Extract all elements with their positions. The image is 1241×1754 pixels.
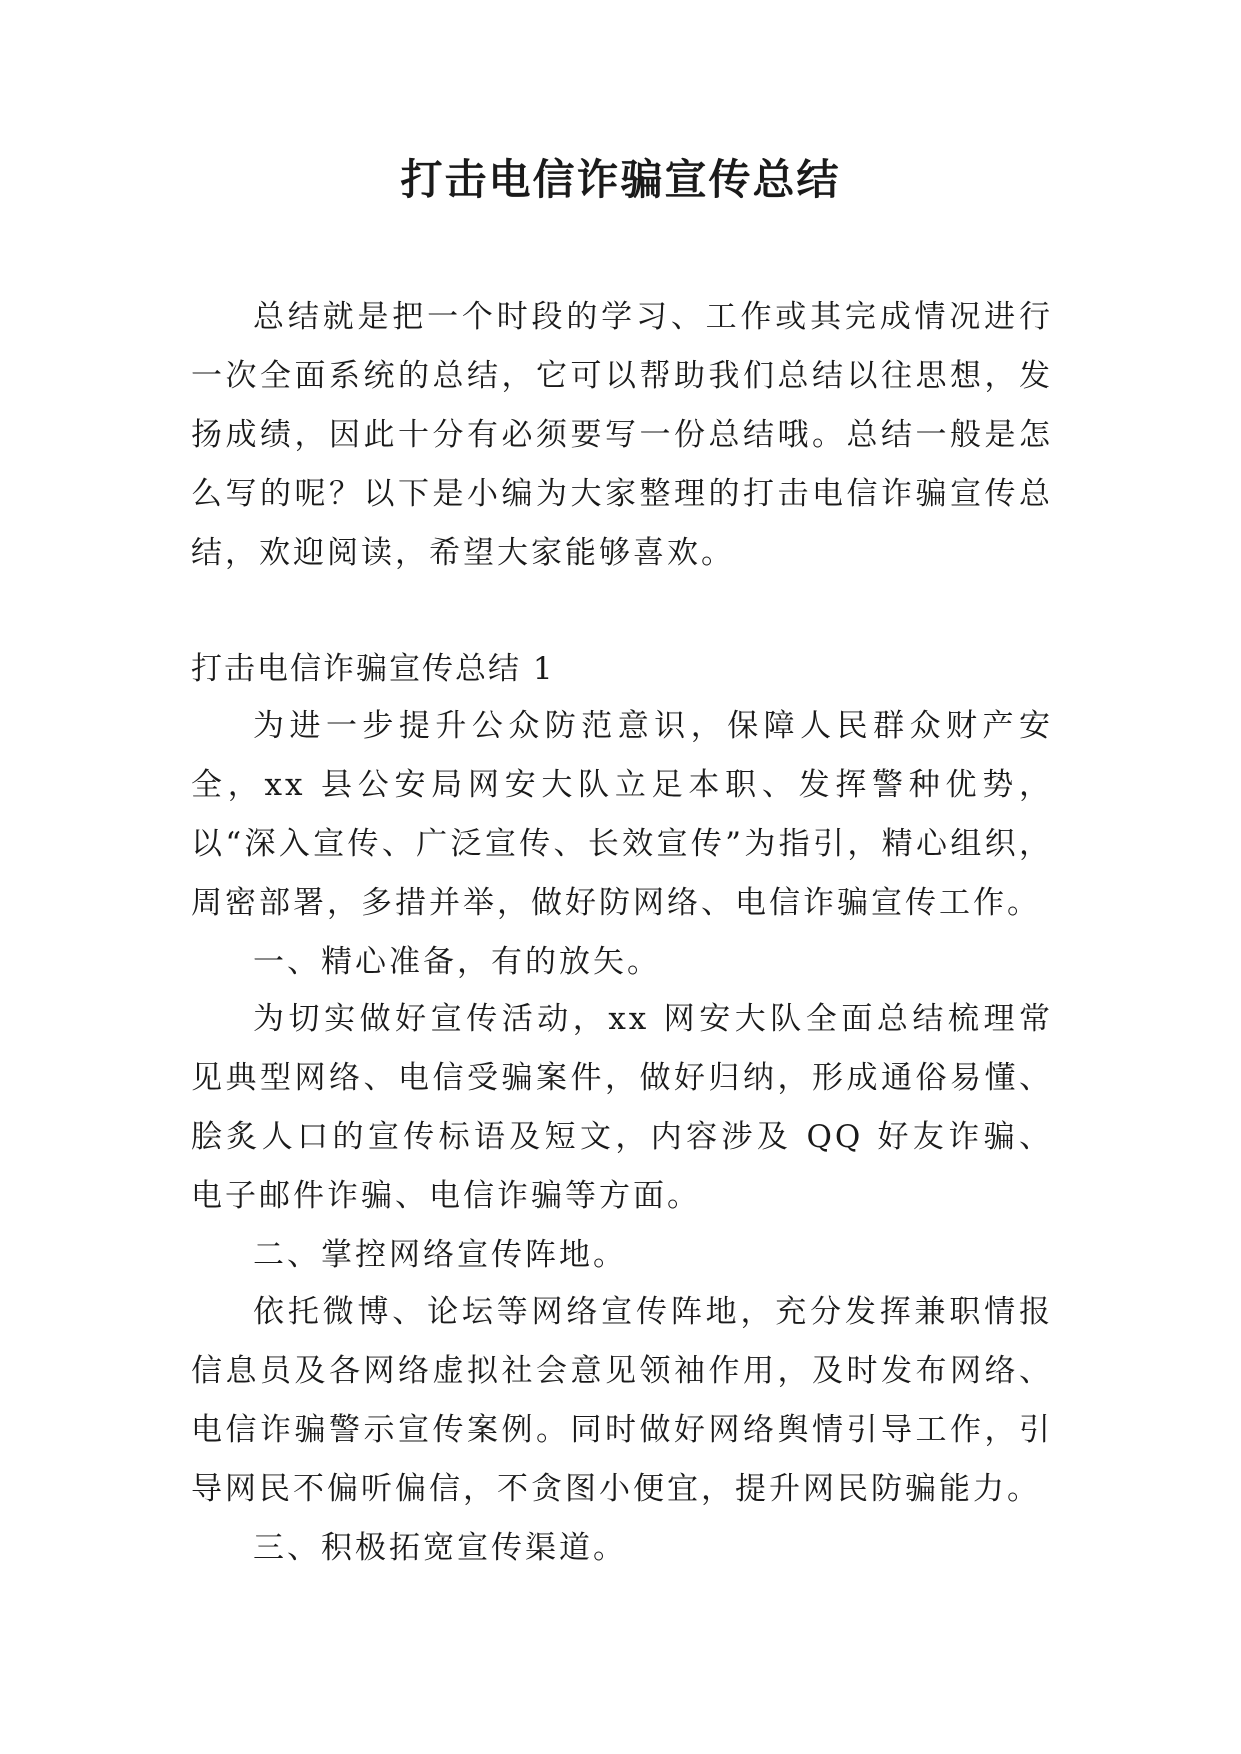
subheading-3: 三、积极拓宽宣传渠道。 xyxy=(253,1530,627,1566)
paragraph-1: 为进一步提升公众防范意识，保障人民群众财产安全，xx 县公安局网安大队立足本职、发挥警种优势，以“深入宣传、广泛宣传、长效宣传”为指引，精心组织，周密部署，多措并举，做好防网络、电信诈骗宣传工作。 xyxy=(191,708,1053,921)
section-heading: 打击电信诈骗宣传总结 1 xyxy=(191,651,555,687)
intro-paragraph: 总结就是把一个时段的学习、工作或其完成情况进行一次全面系统的总结，它可以帮助我们总结以往思想，发扬成绩，因此十分有必须要写一份总结哦。总结一般是怎么写的呢？以下是小编为大家整理的打击电信诈骗宣传总结，欢迎阅读，希望大家能够喜欢。 xyxy=(191,299,1053,571)
subheading-1: 一、精心准备，有的放矢。 xyxy=(253,944,661,980)
paragraph-2: 为切实做好宣传活动，xx 网安大队全面总结梳理常见典型网络、电信受骗案件，做好归纳，形成通俗易懂、脍炙人口的宣传标语及短文，内容涉及 QQ 好友诈骗、电子邮件诈骗、电信诈骗等方面。 xyxy=(191,1001,1053,1214)
document-title: 打击电信诈骗宣传总结 xyxy=(400,155,841,204)
subheading-2: 二、掌控网络宣传阵地。 xyxy=(253,1237,627,1273)
paragraph-3: 依托微博、论坛等网络宣传阵地，充分发挥兼职情报信息员及各网络虚拟社会意见领袖作用，及时发布网络、电信诈骗警示宣传案例。同时做好网络舆情引导工作，引导网民不偏听偏信，不贪图小便宜，提升网民防骗能力。 xyxy=(191,1294,1053,1507)
